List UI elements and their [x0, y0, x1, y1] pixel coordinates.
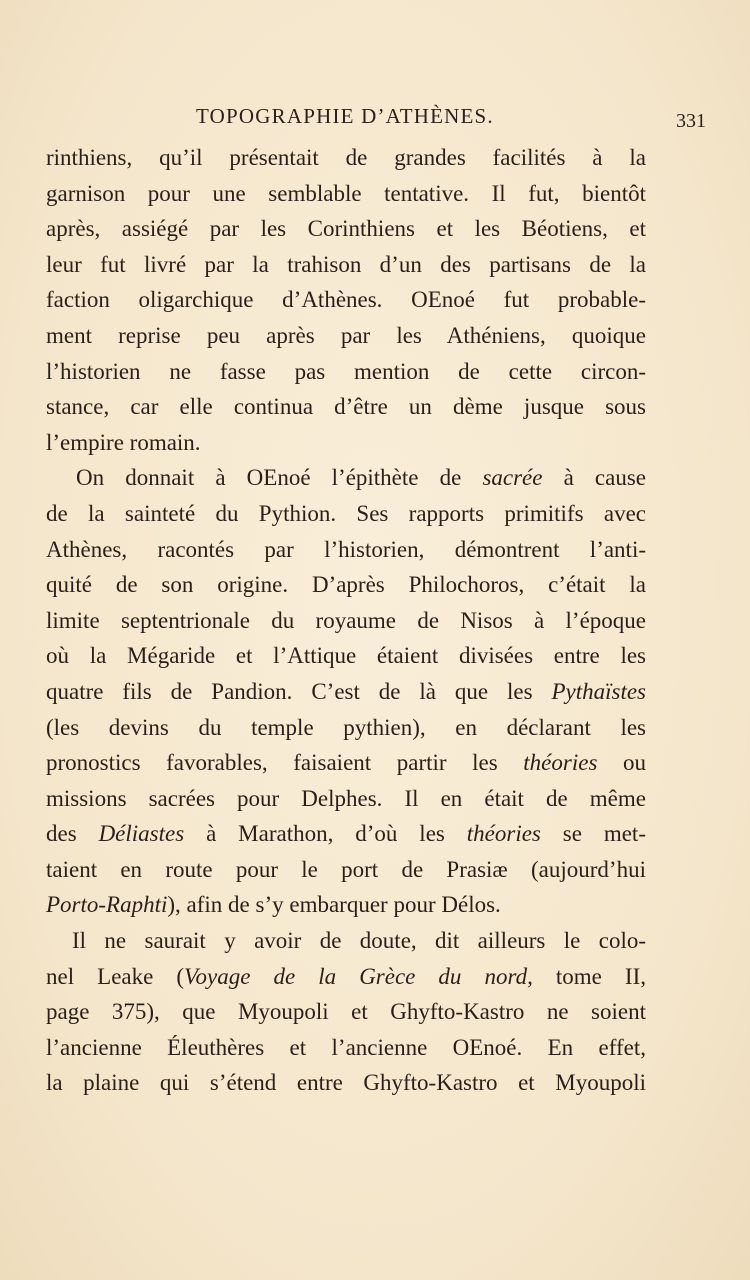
italic-term: Porto-Raphti — [46, 892, 168, 918]
text-line: l’empire romain. — [46, 429, 201, 455]
text-run: à cause — [542, 465, 646, 491]
text-run: tome II, — [532, 963, 646, 989]
text-line: l’historien ne fasse pas mention de cette circon- — [46, 358, 646, 384]
text-line: après, assiégé par les Corinthiens et les Béotiens, et — [46, 216, 646, 242]
text-line — [46, 460, 646, 496]
text-line — [46, 745, 646, 781]
text-line: (les devins du temple pythien), en déclarant les — [46, 714, 646, 740]
italic-title: Voyage de la Grèce du nord, — [184, 963, 533, 989]
text-line: quité de son origine. D’après Philochoros, c’était la — [46, 572, 646, 598]
text-line: Il ne saurait y avoir de doute, dit ailleurs le colo- — [72, 928, 646, 954]
text-line: leur fut livré par la trahison d’un des partisans de la — [46, 251, 646, 277]
text-line: missions sacrées pour Delphes. Il en était de même — [46, 785, 646, 811]
text-run: quatre fils de Pandion. C’est de là que les — [46, 678, 552, 704]
text-line — [46, 887, 646, 923]
page-header — [46, 104, 706, 134]
text-run: On donnait à OEnoé l’épithète de — [76, 465, 483, 491]
text-line — [46, 959, 646, 995]
paragraph-1 — [46, 140, 646, 460]
text-run: pronostics favorables, faisaient partir les — [46, 750, 524, 776]
italic-term: théories — [466, 821, 541, 847]
text-line: taient en route pour le port de Prasiæ (aujourd’hui — [46, 856, 646, 882]
text-line: faction oligarchique d’Athènes. OEnoé fut probable- — [46, 287, 646, 313]
text-line: stance, car elle continua d’être un dème jusque sous — [46, 394, 646, 420]
paragraph-2 — [46, 460, 646, 923]
italic-term: théories — [523, 750, 598, 776]
text-line: limite septentrionale du royaume de Nisos à l’époque — [46, 607, 646, 633]
text-line: rinthiens, qu’il présentait de grandes facilités à la — [46, 145, 646, 170]
page-number: 331 — [676, 110, 706, 132]
text-line — [46, 816, 646, 852]
text-line — [46, 674, 646, 710]
text-line: ment reprise peu après par les Athéniens, quoique — [46, 322, 646, 348]
text-line: garnison pour une semblable tentative. Il fut, bientôt — [46, 180, 646, 206]
text-line: de la sainteté du Pythion. Ses rapports primitifs avec — [46, 500, 646, 526]
text-line: la plaine qui s’étend entre Ghyfto-Kastro et Myoupoli — [46, 1070, 646, 1096]
paragraph-3 — [46, 923, 646, 1101]
text-line: Athènes, racontés par l’historien, démontrent l’anti- — [46, 536, 646, 562]
italic-term: Déliastes — [98, 821, 185, 847]
running-title: TOPOGRAPHIE D’ATHÈNES. — [196, 104, 494, 128]
text-line: où la Mégaride et l’Attique étaient divisées entre les — [46, 643, 646, 669]
italic-term: sacrée — [482, 465, 543, 491]
text-run: à Marathon, d’où les — [184, 821, 467, 847]
text-run: des — [46, 821, 99, 847]
text-run: ou — [597, 750, 646, 776]
text-run: se met- — [540, 821, 646, 847]
text-line: page 375), que Myoupoli et Ghyfto-Kastro ne soient — [46, 999, 646, 1025]
body-text — [46, 140, 646, 1101]
italic-term: Pythaïstes — [551, 678, 646, 704]
text-run: nel Leake ( — [46, 963, 185, 989]
text-line: l’ancienne Éleuthères et l’ancienne OEnoé. En effet, — [46, 1034, 646, 1060]
text-run: ), afin de s’y embarquer pour Délos. — [167, 892, 501, 918]
